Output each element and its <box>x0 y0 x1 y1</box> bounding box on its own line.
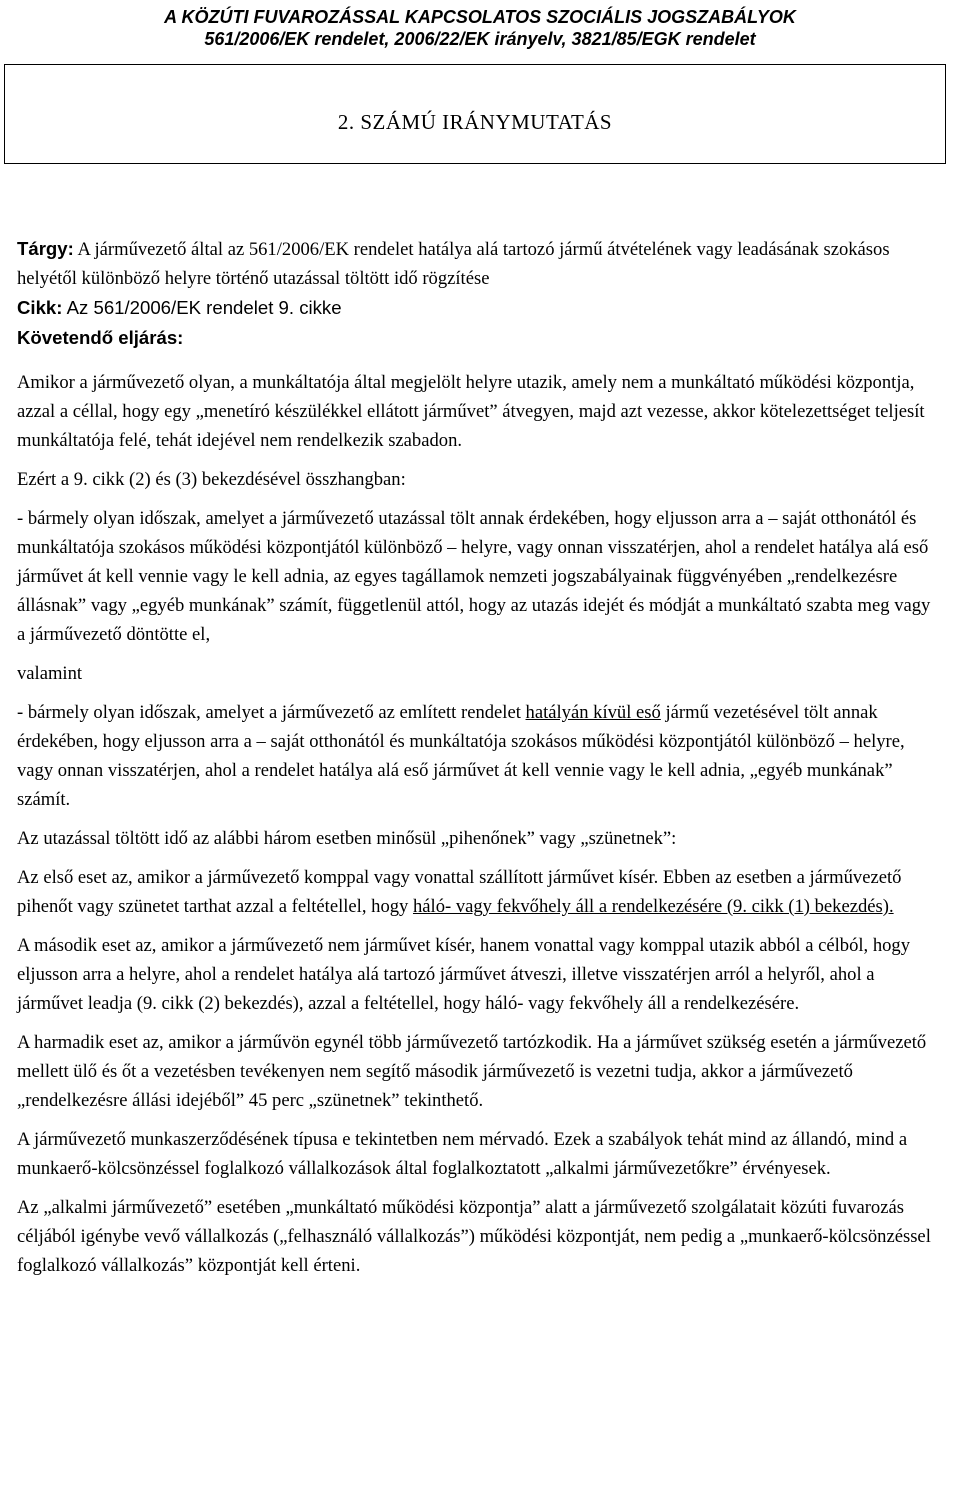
header-line-1: A KÖZÚTI FUVAROZÁSSAL KAPCSOLATOS SZOCIÁLIS JOGSZABÁLYOK <box>164 7 796 27</box>
title-box <box>4 64 946 164</box>
paragraph-4: valamint <box>17 663 83 684</box>
article-reference <box>17 293 937 323</box>
paragraph-7-underlined: háló- vagy fekvőhely áll a rendelkezésére (9. cikk (1) bekezdés). <box>412 896 894 917</box>
paragraph-8: A második eset az, amikor a járművezető nem járművet kísér, hanem vonattal vagy komppal utazik abból a célból, hogy eljusson arra a helyre, ahol a rendelet hatálya alá tartozó járművet átveszi, illetve visszatérjen arról a helyről, ahol a járművet leadja (9. cikk (2) bekezdés), azzal a feltétellel, hogy háló- vagy fekvőhely áll a rendelkezésére. <box>17 935 911 1014</box>
document-body <box>17 234 937 1280</box>
paragraph-5-underlined: hatályán kívül eső <box>525 702 661 723</box>
procedure-heading <box>17 323 937 353</box>
paragraph-2: Ezért a 9. cikk (2) és (3) bekezdésével összhangban: <box>17 469 406 490</box>
paragraph-10: A járművezető munkaszerződésének típusa e tekintetben nem mérvadó. Ezek a szabályok tehát mind az állandó, mind a munkaerő-kölcsönzéssel foglalkozó vállalkozások által foglalkoztatott „alkalmi járművezetőkre” érvényesek. <box>17 1129 908 1179</box>
procedure-label: Követendő eljárás: <box>17 327 184 348</box>
article-label: Cikk: <box>17 297 63 318</box>
subject <box>17 234 937 293</box>
paragraph-1: Amikor a járművezető olyan, a munkáltatója által megjelölt helyre utazik, amely nem a munkáltató működési központja, azzal a céllal, hogy egy „menetíró készülékkel ellátott járművet” átvegyen, majd azt vezesse, akkor kötelezettséget teljesít munkáltatója felé, tehát idejével nem rendelkezik szabadon. <box>17 372 925 451</box>
paragraph-6: Az utazással töltött idő az alábbi három esetben minősül „pihenőnek” vagy „szünetnek”: <box>17 828 677 849</box>
paragraph-3: - bármely olyan időszak, amelyet a járművezető utazással tölt annak érdekében, hogy eljusson arra a – saját otthonától és munkáltatója szokásos működési központjától különböző – helyre, vagy onnan visszatérjen, ahol a rendelet hatálya alá eső járművet át kell vennie vagy le kell adnia, az egyes tagállamok nemzeti jogszabályainak függvényében „rendelkezésre állásnak” vagy „egyéb munkának” számít, függetlenül attól, hogy az utazás idejét és módját a munkáltató szabta meg vagy a járművezető döntötte el, <box>17 508 931 645</box>
paragraph-7-start: Az első eset az, amikor a járművezető komppal vagy vonattal szállított járművet kísér. Ebben az esetben a járművezető pihenőt vagy szünetet tarthat azzal a feltétellel, hogy <box>17 867 902 917</box>
paragraph-5-end: jármű vezetésével tölt annak érdekében, hogy eljusson arra a – saját otthonától és munkáltatója szokásos működési központjától különböző – helyre, vagy onnan visszatérjen, ahol a rendelet hatálya alá eső járművet át kell vennie vagy le kell adnia, „egyéb munkának” számít. <box>17 702 905 810</box>
document-header <box>0 0 960 50</box>
paragraph-7 <box>17 863 937 921</box>
paragraph-9: A harmadik eset az, amikor a járművön egynél több járművezető tartózkodik. Ha a járművet szükség esetén a járművezető mellett ülő és őt a vezetésben tevékenyen nem segítő második járművezető is vezetni tudja, akkor a járművezető „rendelkezésre állási idejéből” 45 perc „szünetnek” tekinthető. <box>17 1032 927 1111</box>
page-title: 2. SZÁMÚ IRÁNYMUTATÁS <box>337 110 613 134</box>
subject-text: A járművezető által az 561/2006/EK rendelet hatálya alá tartozó jármű átvételének vagy leadásának szokásos helyétől különböző helyre történő utazással töltött idő rögzítése <box>17 239 890 289</box>
paragraph-5-start: - bármely olyan időszak, amelyet a járművezető az említett rendelet <box>17 702 526 723</box>
header-line-2: 561/2006/EK rendelet, 2006/22/EK irányelv, 3821/85/EGK rendelet <box>204 29 756 49</box>
article-text: Az 561/2006/EK rendelet 9. cikke <box>62 297 342 318</box>
subject-label: Tárgy: <box>17 238 74 259</box>
paragraph-5 <box>17 698 937 814</box>
paragraph-11: Az „alkalmi járművezető” esetében „munkáltató működési központja” alatt a járművezető szolgálatait közúti fuvarozás céljából igénybe vevő vállalkozás („felhasználó vállalkozás”) működési központját, nem pedig a „munkaerő-kölcsönzéssel foglalkozó vállalkozás” központját kell érteni. <box>17 1197 931 1276</box>
